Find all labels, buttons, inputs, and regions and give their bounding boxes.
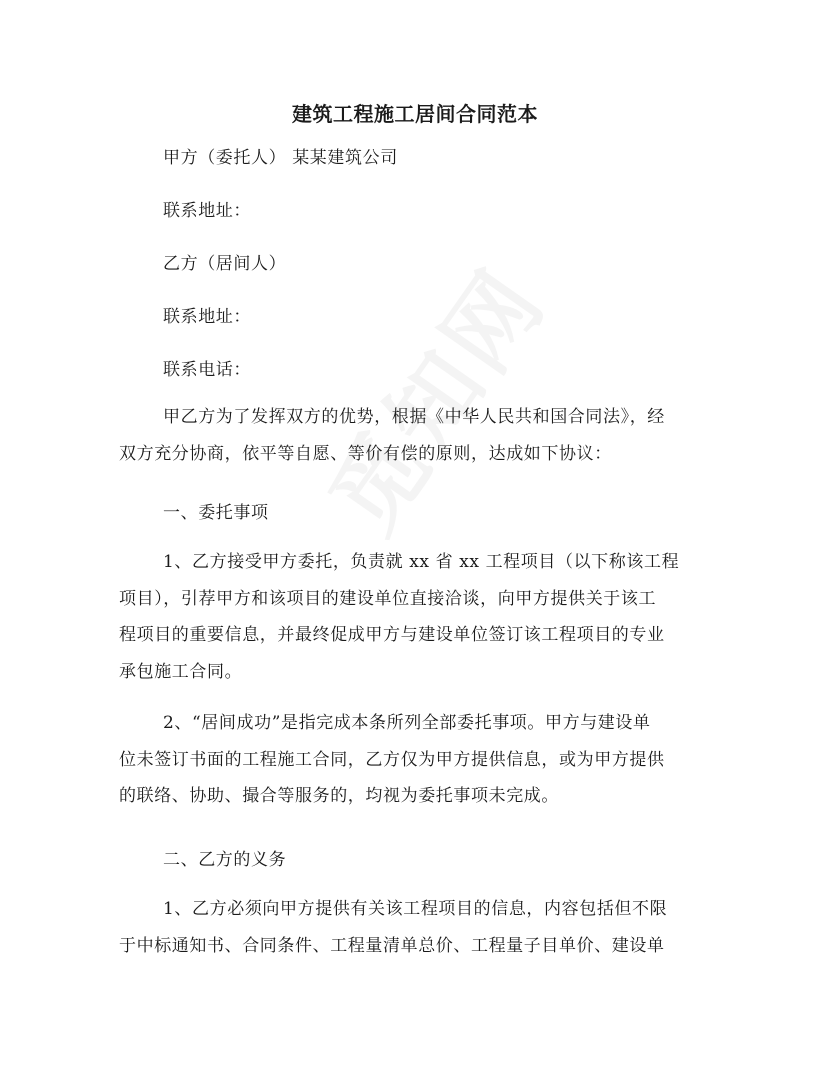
s1i1-line-4: 承包施工合同。	[119, 661, 243, 682]
section-1-heading: 一、委托事项	[163, 503, 269, 523]
s1i2-line-1: 2、“居间成功”是指完成本条所列全部委托事项。甲方与建设单	[163, 713, 651, 733]
section-2-heading: 二、乙方的义务	[163, 850, 287, 870]
party-a-address: 联系地址：	[163, 201, 251, 221]
party-b-phone: 联系电话：	[163, 360, 251, 380]
s1i2-line-2: 位未签订书面的工程施工合同，乙方仅为甲方提供信息，或为甲方提供	[119, 749, 665, 770]
intro-paragraph	[119, 399, 719, 472]
intro-line-1: 甲乙方为了发挥双方的优势，根据《中华人民共和国合同法》，经	[163, 407, 665, 427]
document-title: 建筑工程施工居间合同范本	[292, 102, 538, 126]
s1i1-line-2: 项目），引荐甲方和该项目的建设单位直接洽谈，向甲方提供关于该工	[119, 588, 657, 609]
s1i1-line-1: 1、乙方接受甲方委托，负责就 xx 省 xx 工程项目（以下称该工程	[163, 552, 680, 572]
section-1-item-2	[119, 705, 719, 815]
s2i1-line-2: 于中标通知书、合同条件、工程量清单总价、工程量子目单价、建设单	[119, 935, 665, 956]
s1i1-line-3: 程项目的重要信息，并最终促成甲方与建设单位签订该工程项目的专业	[119, 625, 665, 645]
party-b-address: 联系地址：	[163, 307, 251, 327]
s2i1-line-1: 1、乙方必须向甲方提供有关该工程项目的信息，内容包括但不限	[163, 899, 668, 919]
section-2-item-1	[119, 891, 719, 964]
intro-line-2: 双方充分协商，依平等自愿、等价有偿的原则，达成如下协议：	[119, 443, 612, 464]
s1i2-line-3: 的联络、协助、撮合等服务的，均视为委托事项未完成。	[119, 786, 559, 806]
section-1-item-1	[119, 544, 719, 690]
watermark-text	[294, 238, 571, 555]
party-a-line: 甲方（委托人） 某某建筑公司	[163, 148, 398, 168]
party-b-line: 乙方（居间人）	[163, 254, 287, 274]
